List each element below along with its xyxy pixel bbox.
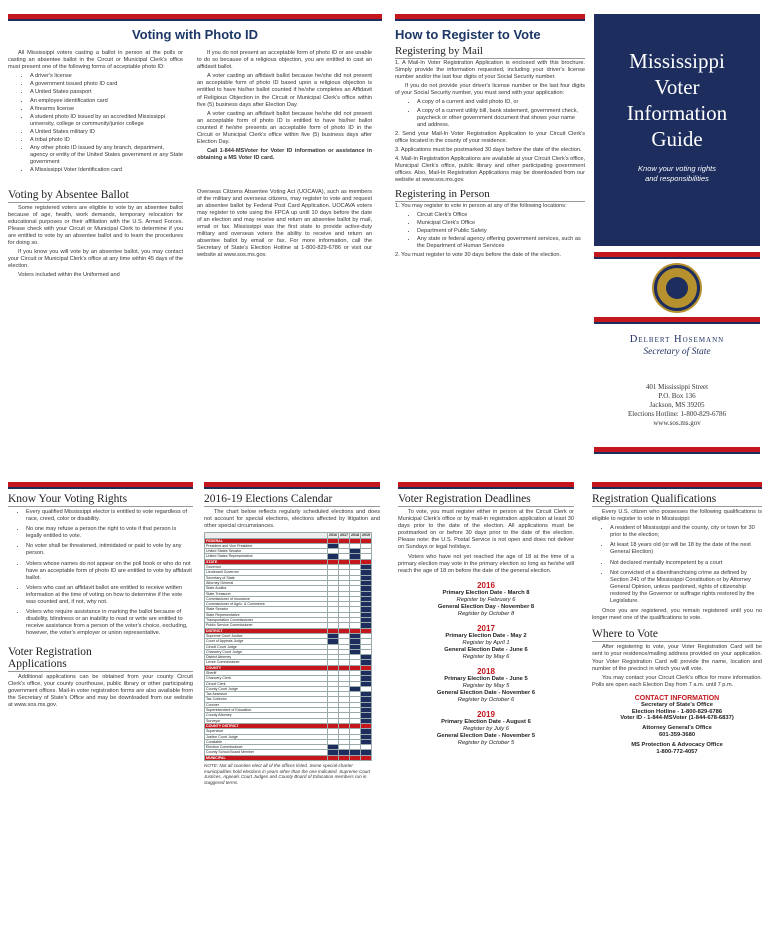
address-line: P.O. Box 136 — [658, 392, 696, 400]
qualifications-panel — [592, 482, 762, 922]
address-line: 401 Mississippi Street — [645, 383, 709, 391]
applications-title — [8, 646, 193, 672]
office-label: Levee Commissioner — [205, 660, 328, 665]
calendar-intro: The chart below reflects regularly scheduled elections and does not account for special elections, elections affected by litigation and other special circumstances. — [204, 509, 380, 530]
office-level-label: DISTRICT — [205, 628, 328, 633]
general-register-by: Register by May 6 — [462, 653, 510, 660]
cover-title-line: Mississippi — [629, 49, 725, 73]
list-item: • Circuit Clerk's Office — [417, 212, 585, 219]
list-item: • Not convicted of a disenfranchising crime as defined by Section 241 of the Mississippi Constitution or by Attorney General Opinion, unless pardoned, rights of citizenship restored by the Governor or suffrage rights restored by the Legislature. — [610, 570, 762, 605]
office-level-label: FEDERAL — [205, 538, 328, 543]
photo-id-p3: A voter casting an affidavit ballot because he/she did not present an acceptable form of photo ID is entitled to have his/her ballot counted if he/she presents an acceptable form of photo ID in the Circuit or Municipal Clerk's office within five (5) business days after Election Day. — [197, 110, 372, 146]
office-label: Commissioner of Agric. & Commerce — [205, 602, 328, 607]
absentee-p1: Some registered voters are eligible to vote by an absentee ballot because of age, health, work demands, temporary relocation for educational purposes or their affiliation with the U.S. Armed Forces. Please check with your Circuit or Municipal Clerk to determine if you are entitled to vote by an absentee ballot and to learn the procedures for doing so. — [8, 204, 183, 246]
contact-line: MS Protection & Advocacy Office — [631, 741, 723, 748]
office-label: Constable — [205, 739, 328, 744]
cover-stripe — [594, 447, 760, 454]
deadline-year-block — [398, 581, 574, 618]
deadlines-p1: To vote, you must register either in person at the Circuit Clerk or Municipal Clerk's office or by mail-in registration application at least 30 days prior to the date of the election. All applications must be postmarked on or before 30 days prior to the date of the election. Please note: the U.S. Postal Service is not open and does not deliver on Sundays or legal holidays. — [398, 509, 574, 551]
cover-panel — [594, 14, 760, 454]
contact-line: Secretary of State's Office — [641, 701, 713, 708]
tagline-line: Know your voting rights — [638, 164, 716, 173]
year-header: 2019 — [362, 533, 370, 538]
list-item: • Voters who require assistance in marking the ballot because of disability, blindness or an inability to read or write are entitled to receive assistance from a person of the voter's choice, excluding, however, the voter's employer or union representative. — [26, 609, 193, 637]
mail-id-list — [395, 99, 585, 128]
list-item: • A tribal photo ID — [30, 137, 183, 144]
panel-stripe — [398, 482, 574, 489]
address-line: Jackson, MS 39205 — [649, 401, 705, 409]
list-item: • A government issued photo ID card — [30, 81, 183, 88]
section-cell — [350, 755, 361, 760]
calendar-panel — [204, 482, 380, 922]
list-item: • At least 18 years old (or will be 18 by the date of the next General Election) — [610, 542, 762, 556]
where-p2: You may contact your Circuit Clerk's office for more information. Polls are open each Election Day from 7 a.m. until 7 p.m. — [592, 674, 762, 688]
general-date: General Election Date - June 6 — [444, 646, 528, 653]
panel-stripe — [8, 14, 382, 21]
mail-step-1: 1. A Mail-In Voter Registration Application is enclosed with this brochure. Simply provide the information requested, including your driver's license number and/or the last four digits of your Social Security number. — [395, 60, 585, 81]
absentee-p2: If you know you will vote by an absentee ballot, you may contact your Circuit or Municipal Clerk's office at any time within 45 days of the election. — [8, 249, 183, 270]
deadline-year: 2016 — [477, 580, 495, 590]
section-cell — [339, 755, 350, 760]
deadline-year: 2018 — [477, 666, 495, 676]
rights-title: Know Your Voting Rights — [8, 493, 193, 507]
photo-id-p2: A voter casting an affidavit ballot because he/she did not present an acceptable form of photo ID based upon a religious objection is entitled to have his/her ballot counted if he/she completes an Affidavit of Religious Objection in the Circuit or Municipal Clerk's office within five (5) business days after Election Day. — [197, 73, 372, 108]
person-title: Registering in Person — [395, 188, 585, 202]
list-item: • A Mississippi Voter Identification card — [30, 167, 183, 174]
primary-date: Primary Election Date - August 6 — [441, 718, 531, 725]
table-section-row — [205, 755, 372, 760]
deadline-year: 2019 — [477, 709, 495, 719]
office-label: Supreme Court Justice — [205, 633, 328, 638]
general-date: General Election Date - November 5 — [436, 732, 536, 739]
contact-line: Election Hotline - 1-800-829-6786 — [631, 708, 723, 715]
title-line: Voter Registration — [8, 645, 92, 658]
list-item: • Every qualified Mississippi elector is entitled to vote regardless of race, creed, color or disability. — [26, 509, 193, 523]
general-date: General Election Date - November 6 — [436, 689, 536, 696]
photo-id-p1: If you do not present an acceptable form of photo ID or are unable to do so because of a religious objection, you are entitled to cast an affidavit ballot. — [197, 50, 372, 71]
general-register-by: Register by October 6 — [457, 696, 515, 703]
year-header: 2016 — [329, 533, 337, 538]
office-level-label: MUNICIPAL — [205, 755, 328, 760]
year-header: 2018 — [351, 533, 359, 538]
rights-list — [8, 509, 193, 638]
office-label: Commissioner of Insurance — [205, 596, 328, 601]
primary-date: Primary Election Date - March 8 — [442, 589, 530, 596]
register-panel — [395, 14, 585, 454]
office-level-label: STATE — [205, 559, 328, 564]
qualifications-list — [592, 525, 762, 605]
office-label: United States Representative — [205, 554, 328, 559]
address-line: Elections Hotline: 1-800-829-6786 — [628, 410, 726, 418]
office-label: Circuit Court Judge — [205, 644, 328, 649]
register-title: How to Register to Vote — [395, 27, 541, 42]
year-header: 2017 — [340, 533, 348, 538]
mail-step-1b: If you do not provide your driver's license number or the last four digits of your Social Security number, you must send with your application: — [395, 83, 585, 97]
cover-stripe — [594, 252, 760, 259]
office-label: Court of Appeals Judge — [205, 639, 328, 644]
list-item: • No voter shall be threatened, intimidated or paid to vote by any person. — [26, 543, 193, 557]
office-label: State Treasurer — [205, 591, 328, 596]
office-label: Public Service Commissioner — [205, 623, 328, 628]
list-item: • A copy of a current and valid photo ID, or — [417, 99, 585, 106]
person-step-1: 1. You may register to vote in person at any of the following locations: — [395, 202, 567, 209]
deadline-year-block — [398, 667, 574, 704]
where-title: Where to Vote — [592, 628, 762, 642]
list-item: • Any state or federal agency offering government services, such as the Department of Human Services — [417, 236, 585, 250]
office-label: County Attorney — [205, 713, 328, 718]
list-item: • Municipal Clerk's Office — [417, 220, 585, 227]
calendar-note: NOTE: Not all counties elect all of the offices listed. Some special-charter municipalities hold elections in years other than the one indicated. Supreme Court Justices, Appeals Court Judges and County Board of Education members run in staggered terms. — [204, 763, 371, 785]
cover-title-line: Guide — [651, 127, 703, 151]
panel-stripe — [8, 482, 193, 489]
secretary-name: Delbert Hosemann — [629, 334, 725, 345]
office-label: Justice Court Judge — [205, 734, 328, 739]
list-item: • A firearms license — [30, 106, 183, 113]
absentee-p3: Voters included within the Uniformed and — [18, 272, 120, 279]
primary-register-by: Register by February 6 — [456, 596, 516, 603]
calendar-body — [205, 538, 372, 760]
office-label: Transportation Commissioner — [205, 618, 328, 623]
list-item: • Voters whose names do not appear on the poll book or who do not have an acceptable form of photo ID are entitled to vote by affidavit ballot. — [26, 561, 193, 582]
office-label: County Court Judge — [205, 686, 328, 691]
tagline-line: and responsibilities — [645, 174, 709, 183]
elections-calendar-table — [204, 532, 372, 761]
primary-register-by: Register by May 5 — [462, 682, 510, 689]
mail-step-4: 4. Mail-In Registration Applications are available at your Circuit Clerk's office, Municipal Clerk's office, public library and other participating government offices. Also, Mail-In Registration Applications may be downloaded from our website at www.sos.ms.gov. — [395, 156, 585, 184]
photo-id-title: Voting with Photo ID — [131, 27, 259, 42]
deadline-year-block — [398, 710, 574, 747]
seal-wrap — [594, 259, 760, 311]
deadline-year: 2017 — [477, 623, 495, 633]
list-item: • A resident of Mississippi and the county, city or town for 30 prior to the election; — [610, 525, 762, 539]
rights-panel — [8, 482, 193, 922]
cover-title-line: Information — [626, 101, 728, 125]
qualifications-after: Once you are registered, you remain registered until you no longer meet one of the qualifications to vote. — [592, 608, 762, 622]
cover-tagline — [594, 164, 760, 184]
cover-title — [594, 48, 760, 152]
primary-register-by: Register by July 6 — [462, 725, 510, 732]
photo-id-call: Call 1-844-MSVoter for Voter ID information or assistance in obtaining a MS Voter ID card. — [197, 148, 372, 162]
person-locations — [395, 212, 585, 250]
office-label: Coroner — [205, 702, 328, 707]
primary-date: Primary Election Date - May 2 — [445, 632, 527, 639]
office-label: State Auditor — [205, 586, 328, 591]
panel-stripe — [204, 482, 380, 489]
office-label: Sheriff — [205, 671, 328, 676]
office-label: President and Vice President — [205, 543, 328, 548]
list-item: • An employee identification card — [30, 98, 183, 105]
photo-id-list — [8, 73, 183, 174]
secretary-of-state-seal-icon — [654, 265, 700, 311]
cover-address — [594, 383, 760, 428]
office-label: Circuit Clerk — [205, 681, 328, 686]
mail-title: Registering by Mail — [395, 45, 585, 59]
absentee-p4: Overseas Citizens Absentee Voting Act (UOCAVA), such as members of the military and overseas citizens, may register to vote and request an absentee ballot by Federal Post Card Application. UOCAVA voters may register to vote using the FPCA up until 10 days before the date of an election and may receive and return an absentee ballot by mail, email or fax. Mississippi was the first state to provide active-duty military and overseas voters the ability to receive and return an absentee ballot by email or fax. For more information, call the Secretary of State's Election Hotline at 1-800-829-6786 or visit our website at www.sos.ms.gov. — [197, 188, 372, 259]
general-register-by: Register by October 8 — [457, 610, 515, 617]
contact-line: 1-800-772-4057 — [656, 748, 698, 755]
mail-step-3: 3. Applications must be postmarked 30 days before the date of the election. — [395, 147, 582, 154]
office-label: Governor — [205, 565, 328, 570]
office-label: State Representative — [205, 612, 328, 617]
deadline-year-block — [398, 624, 574, 661]
panel-stripe — [395, 14, 585, 21]
contact-line: 601-359-3680 — [658, 732, 696, 739]
list-item: • A United States passport — [30, 89, 183, 96]
list-item: • A driver's license — [30, 73, 183, 80]
list-item: • A copy of a current utility bill, bank statement, government check, paycheck or other government document that shows your name and address. — [417, 108, 585, 129]
panel-stripe — [592, 482, 762, 489]
where-p1: After registering to vote, your Voter Registration Card will be sent to your residence/mailing address provided on your application. Your Voter Registration Card will provide the name, location and number of the precinct in which you will vote. — [592, 644, 762, 672]
section-cell — [361, 755, 372, 760]
section-cell — [328, 755, 339, 760]
contact-line: Attorney General's Office — [642, 725, 712, 732]
person-step-2: 2. You must register to vote 30 days before the date of the election. — [395, 252, 562, 259]
title-line: Applications — [8, 657, 67, 670]
primary-date: Primary Election Date - June 5 — [444, 675, 528, 682]
list-item: • A student photo ID issued by an accredited Mississippi university, college or community/junior college — [30, 114, 183, 128]
office-level-label: COUNTY DISTRICT — [205, 723, 328, 728]
general-date: General Election Day - November 8 — [437, 603, 535, 610]
list-item: • No one may refuse a person the right to vote if that person is legally entitled to vote. — [26, 526, 193, 540]
office-level-label: COUNTY — [205, 665, 328, 670]
list-item: • A United States military ID — [30, 129, 183, 136]
office-label: Chancery Court Judge — [205, 649, 328, 654]
office-label: State Senator — [205, 607, 328, 612]
qualifications-title: Registration Qualifications — [592, 493, 762, 507]
deadlines-p2: Voters who have not yet reached the age of 18 at the time of a primary election may vote in the primary election so long as he/she will reach the age of 18 on before the date of the general election. — [398, 553, 574, 574]
office-label: Election Commissioner — [205, 745, 328, 750]
website-link[interactable]: www.sos.ms.gov — [653, 419, 701, 427]
calendar-title: 2016-19 Elections Calendar — [204, 493, 380, 507]
office-label: Tax Collector — [205, 697, 328, 702]
qualifications-intro: Every U.S. citizen who possesses the following qualifications is eligible to register to vote in Mississippi: — [592, 509, 762, 523]
office-label: Attorney General — [205, 580, 328, 585]
cover-title-line: Voter — [654, 75, 700, 99]
applications-text: Additional applications can be obtained from your county Circuit Clerk's office, your county courthouse, public library or other participating government offices. Mail-in voter registration forms are also available from the Secretary of State's Office and may be downloaded from our website at www.sos.ms.gov. — [8, 673, 193, 708]
office-label: County School Board Member — [205, 750, 328, 755]
list-item: • Voters who cast an affidavit ballot are entitled to receive written information at the time of voting on how to determine if the vote was counted and, if not, why not. — [26, 585, 193, 606]
list-item: • Department of Public Safety — [417, 228, 585, 235]
general-register-by: Register by October 5 — [457, 739, 515, 746]
cover-banner — [594, 14, 760, 246]
contact-line: Voter ID - 1-844-MSVoter (1-844-678-6837) — [620, 715, 734, 722]
absentee-title: Voting by Absentee Ballot — [8, 189, 183, 203]
cover-stripe — [594, 317, 760, 324]
office-label: Tax Assessor — [205, 692, 328, 697]
photo-id-panel — [8, 14, 382, 454]
office-label: Surveyor — [205, 718, 328, 723]
contact-title: CONTACT INFORMATION — [634, 694, 720, 702]
office-label: Superintendent of Education — [205, 708, 328, 713]
list-item: • Not declared mentally incompetent by a court — [610, 560, 762, 567]
secretary-office: Secretary of State — [643, 347, 711, 357]
office-label: Chancery Clerk — [205, 676, 328, 681]
photo-id-intro: All Mississippi voters casting a ballot in person at the polls or casting an absentee ballot in the Circuit or Municipal Clerk's office must present one of the following forms of acceptable photo ID: — [8, 50, 183, 71]
deadlines-panel — [398, 482, 574, 922]
deadlines-title: Voter Registration Deadlines — [398, 493, 574, 507]
office-label: Secretary of State — [205, 575, 328, 580]
office-label: United States Senator — [205, 549, 328, 554]
mail-step-2: 2. Send your Mail-In Voter Registration Application to your Circuit Clerk's office located in the county of your residence. — [395, 130, 585, 144]
office-label: Supervisor — [205, 729, 328, 734]
list-item: • Any other photo ID issued by any branch, department, agency or entity of the United States government or any State government — [30, 145, 183, 166]
office-label: District Attorney — [205, 655, 328, 660]
primary-register-by: Register by April 1 — [462, 639, 510, 646]
office-label: Lieutenant Governor — [205, 570, 328, 575]
